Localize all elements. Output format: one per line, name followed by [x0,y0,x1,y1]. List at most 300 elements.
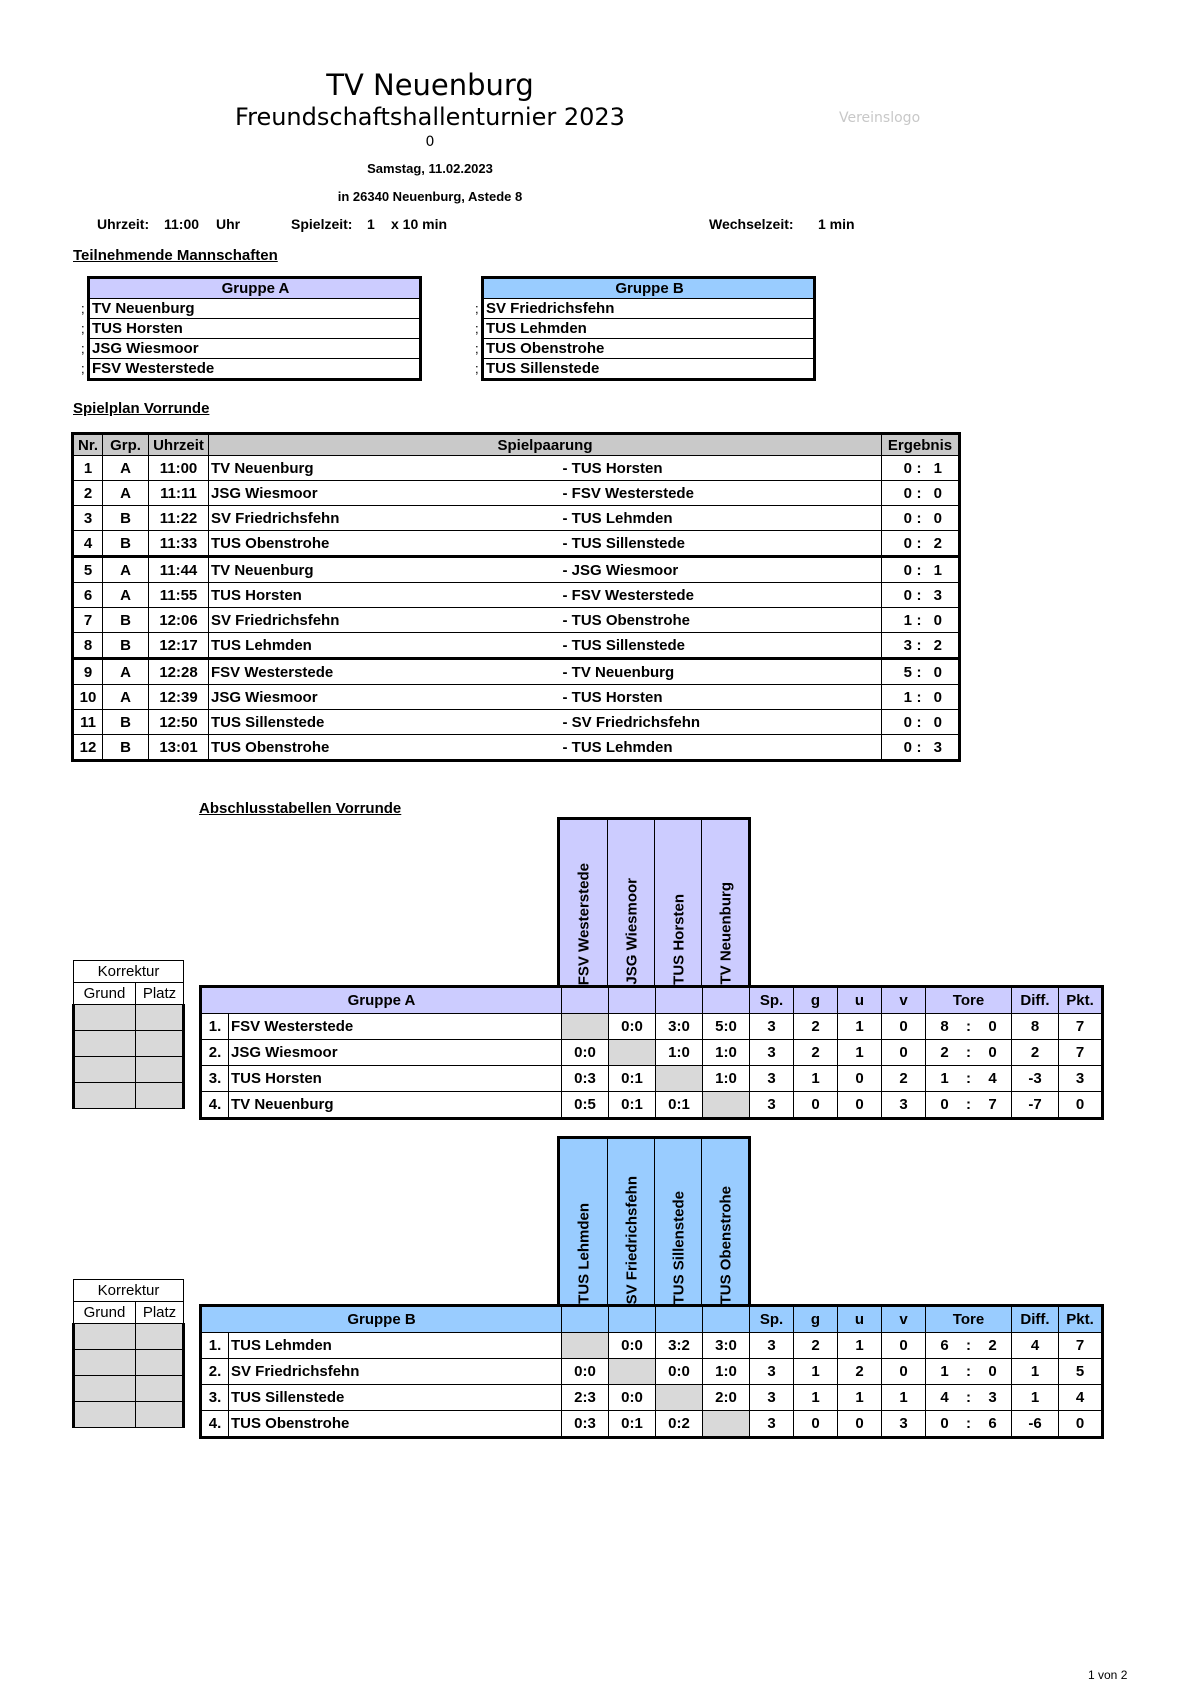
wins: 1 [794,1359,838,1385]
away-team: - TUS Sillenstede [543,633,882,659]
correction-place-input[interactable] [136,1083,184,1109]
match-result: 0 : 0 [882,481,960,506]
stat-header: Diff. [1012,1306,1059,1333]
goals [926,1333,1012,1359]
away-team: - TUS Lehmden [543,735,882,761]
head-to-head-result: 3:2 [656,1333,703,1359]
group-b-header: Gruppe B [483,278,815,299]
opponent-name: TUS Obenstrohe [717,1185,734,1304]
head-to-head-result [656,1066,703,1092]
group-b-standings [199,1304,1104,1439]
group-a-teams-table [87,276,422,381]
goals [926,1385,1012,1411]
match-time: 13:01 [149,735,209,761]
match-group: B [103,710,149,735]
head-to-head-result: 0:0 [609,1014,656,1040]
wins: 2 [794,1040,838,1066]
rank: 2. [201,1359,229,1385]
match-result: 1 : 0 [882,608,960,633]
match-number: 1 [73,456,103,481]
wins: 1 [794,1066,838,1092]
opponent-cell-header [656,987,703,1014]
opponent-header [607,1139,655,1308]
stat-header: Pkt. [1059,1306,1103,1333]
away-goals: 1 [933,561,942,579]
home-team: TUS Lehmden [209,633,543,659]
draws: 0 [838,1092,882,1119]
standings-row [201,1333,1103,1359]
head-to-head-result: 2:0 [703,1385,750,1411]
games-played: 3 [750,1359,794,1385]
away-goals: 0 [933,663,942,681]
match-number: 6 [73,583,103,608]
correction-place-input[interactable] [136,1402,184,1428]
stat-header: Tore [926,987,1012,1014]
home-team: TUS Obenstrohe [209,735,543,761]
home-goals: 0 [903,586,912,604]
standings-row [201,1014,1103,1040]
correction-reason-input[interactable] [74,1402,136,1428]
match-result: 0 : 3 [882,583,960,608]
goal-difference: 1 [1012,1359,1059,1385]
goals-separator: : [966,1415,971,1432]
correction-place-input[interactable] [136,1350,184,1376]
stat-header: Pkt. [1059,987,1103,1014]
stat-header: v [882,1306,926,1333]
team-marker: ; [475,301,479,316]
group-name-header: Gruppe B [201,1306,562,1333]
away-goals: 0 [933,509,942,527]
goals-against: 6 [988,1415,997,1432]
losses: 1 [882,1385,926,1411]
stat-header: Tore [926,1306,1012,1333]
col-pairing: Spielpaarung [209,434,882,456]
schedule-row [73,633,960,659]
correction-reason-label: Grund [74,1302,136,1324]
draws: 1 [838,1040,882,1066]
games-played: 3 [750,1014,794,1040]
away-goals: 3 [933,738,942,756]
match-time: 11:00 [149,456,209,481]
group-b-team: TUS Sillenstede [483,359,815,380]
goal-difference: -3 [1012,1066,1059,1092]
correction-place-input[interactable] [136,1005,184,1031]
match-result: 0 : 0 [882,710,960,735]
correction-reason-input[interactable] [74,1005,136,1031]
correction-label: Korrektur [74,1280,184,1302]
goals-against: 4 [988,1070,997,1087]
match-group: A [103,481,149,506]
match-group: A [103,583,149,608]
opponent-header [560,820,607,989]
goals-against: 0 [988,1018,997,1035]
goals-for: 1 [940,1363,949,1380]
goals [926,1092,1012,1119]
standings-row [201,1359,1103,1385]
stat-header: Diff. [1012,987,1059,1014]
opponent-name: TUS Horsten [670,894,687,985]
schedule-row [73,506,960,531]
group-b-team: TUS Lehmden [483,319,815,339]
home-goals: 0 [903,534,912,552]
stat-header: g [794,1306,838,1333]
match-time: 11:44 [149,557,209,583]
goal-difference: 8 [1012,1014,1059,1040]
team-marker: ; [81,321,85,336]
group-a-team: JSG Wiesmoor [89,339,421,359]
goals-against: 2 [988,1337,997,1354]
match-time: 12:39 [149,685,209,710]
goal-difference: 2 [1012,1040,1059,1066]
losses: 0 [882,1014,926,1040]
home-goals: 0 [903,561,912,579]
page-title: TV Neuenburg [326,68,534,102]
page-number: 1 von 2 [1088,1668,1128,1682]
opponent-header [607,820,655,989]
away-team: - JSG Wiesmoor [543,557,882,583]
away-goals: 2 [933,534,942,552]
col-time: Uhrzeit [149,434,209,456]
goals-separator: : [966,1044,971,1061]
games-played: 3 [750,1385,794,1411]
match-number: 8 [73,633,103,659]
home-goals: 1 [903,688,912,706]
wins: 2 [794,1014,838,1040]
match-number: 5 [73,557,103,583]
head-to-head-result [562,1014,609,1040]
head-to-head-result: 0:1 [609,1092,656,1119]
goals-against: 0 [988,1363,997,1380]
home-goals: 3 [903,636,912,654]
col-result: Ergebnis [882,434,960,456]
points: 7 [1059,1040,1103,1066]
match-group: A [103,557,149,583]
team-marker: ; [475,341,479,356]
rank: 2. [201,1040,229,1066]
correction-reason-input[interactable] [74,1057,136,1083]
correction-reason-input[interactable] [74,1350,136,1376]
goals [926,1066,1012,1092]
home-team: JSG Wiesmoor [209,481,543,506]
home-team: FSV Westerstede [209,659,543,685]
match-result: 0 : 1 [882,557,960,583]
home-team: TV Neuenburg [209,557,543,583]
goal-difference: -6 [1012,1411,1059,1438]
match-number: 4 [73,531,103,557]
home-team: TUS Sillenstede [209,710,543,735]
match-number: 9 [73,659,103,685]
home-goals: 5 [903,663,912,681]
opponent-header [654,820,702,989]
head-to-head-result: 3:0 [656,1014,703,1040]
correction-reason-input[interactable] [74,1083,136,1109]
group-a-standings [199,985,1104,1120]
opponent-header [701,820,749,989]
head-to-head-result: 0:2 [656,1411,703,1438]
team-name: JSG Wiesmoor [229,1040,562,1066]
standings-row [201,1411,1103,1438]
head-to-head-result: 2:3 [562,1385,609,1411]
away-goals: 0 [933,611,942,629]
col-nr: Nr. [73,434,103,456]
start-time-value: 11:00 [164,216,200,232]
game-time-value: x 10 min [391,216,448,232]
correction-label: Korrektur [74,961,184,983]
match-group: A [103,659,149,685]
schedule-row [73,710,960,735]
away-team: - TUS Horsten [543,456,882,481]
team-marker: ; [81,361,85,376]
opponent-cell-header [562,1306,609,1333]
home-team: TV Neuenburg [209,456,543,481]
team-name: SV Friedrichsfehn [229,1359,562,1385]
correction-reason-input[interactable] [74,1324,136,1350]
draws: 0 [838,1066,882,1092]
away-goals: 2 [933,636,942,654]
match-number: 11 [73,710,103,735]
away-team: - TUS Sillenstede [543,531,882,557]
stat-header: u [838,1306,882,1333]
head-to-head-result: 0:5 [562,1092,609,1119]
draws: 1 [838,1014,882,1040]
group-b-team: TUS Obenstrohe [483,339,815,359]
stat-header: g [794,987,838,1014]
head-to-head-result: 0:0 [562,1040,609,1066]
team-name: FSV Westerstede [229,1014,562,1040]
correction-reason-input[interactable] [74,1376,136,1402]
home-goals: 0 [903,484,912,502]
home-goals: 0 [903,738,912,756]
correction-place-input[interactable] [136,1376,184,1402]
schedule-table [71,432,961,762]
opponent-name: JSG Wiesmoor [623,878,640,985]
match-result: 0 : 3 [882,735,960,761]
opponent-name: TUS Sillenstede [670,1190,687,1304]
match-number: 7 [73,608,103,633]
points: 5 [1059,1359,1103,1385]
page-subtitle: Freundschaftshallenturnier 2023 [235,103,625,131]
match-number: 2 [73,481,103,506]
standings-row [201,1040,1103,1066]
goal-difference: 1 [1012,1385,1059,1411]
goals-for: 0 [940,1415,949,1432]
match-result: 5 : 0 [882,659,960,685]
away-goals: 0 [933,484,942,502]
group-name-header: Gruppe A [201,987,562,1014]
goals-for: 0 [940,1096,949,1113]
opponent-cell-header [609,1306,656,1333]
schedule-heading: Spielplan Vorrunde [73,400,210,417]
goals-for: 2 [940,1044,949,1061]
match-number: 3 [73,506,103,531]
team-name: TUS Horsten [229,1066,562,1092]
opponent-name: TUS Lehmden [575,1203,592,1304]
standings-row [201,1066,1103,1092]
stat-header: v [882,987,926,1014]
match-result: 0 : 1 [882,456,960,481]
opponent-cell-header [609,987,656,1014]
away-goals: 3 [933,586,942,604]
head-to-head-result: 3:0 [703,1333,750,1359]
draws: 2 [838,1359,882,1385]
head-to-head-result [703,1411,750,1438]
final-tables-heading: Abschlusstabellen Vorrunde [199,800,402,817]
draws: 0 [838,1411,882,1438]
start-time-label: Uhrzeit: [97,216,150,232]
points: 7 [1059,1014,1103,1040]
schedule-row [73,735,960,761]
games-played: 3 [750,1040,794,1066]
team-name: TUS Obenstrohe [229,1411,562,1438]
team-marker: ; [475,361,479,376]
head-to-head-result [609,1359,656,1385]
goals-for: 4 [940,1389,949,1406]
switch-time-value: 1 min [818,216,855,232]
schedule-row [73,583,960,608]
goals-against: 7 [988,1096,997,1113]
games-played: 3 [750,1411,794,1438]
losses: 3 [882,1411,926,1438]
schedule-row [73,659,960,685]
points: 4 [1059,1385,1103,1411]
losses: 0 [882,1333,926,1359]
group-a-team: TUS Horsten [89,319,421,339]
goals-against: 0 [988,1044,997,1061]
standings-row [201,1385,1103,1411]
rank: 3. [201,1066,229,1092]
home-goals: 0 [903,459,912,477]
points: 7 [1059,1333,1103,1359]
home-goals: 0 [903,713,912,731]
match-group: A [103,685,149,710]
match-result: 0 : 2 [882,531,960,557]
head-to-head-result [562,1333,609,1359]
away-goals: 1 [933,459,942,477]
match-time: 12:28 [149,659,209,685]
draws: 1 [838,1333,882,1359]
head-to-head-result: 5:0 [703,1014,750,1040]
teams-heading: Teilnehmende Mannschaften [73,247,278,264]
goals-separator: : [966,1070,971,1087]
group-a-header: Gruppe A [89,278,421,299]
group-b-team: SV Friedrichsfehn [483,299,815,319]
schedule-row [73,456,960,481]
match-group: B [103,633,149,659]
switch-time-label: Wechselzeit: [709,216,794,232]
stat-header: u [838,987,882,1014]
match-time: 12:50 [149,710,209,735]
head-to-head-result [656,1385,703,1411]
match-number: 12 [73,735,103,761]
goals [926,1359,1012,1385]
match-time: 11:55 [149,583,209,608]
schedule-row [73,685,960,710]
opponent-name: FSV Westerstede [575,862,592,985]
games-played: 3 [750,1092,794,1119]
head-to-head-result [609,1040,656,1066]
rank: 4. [201,1411,229,1438]
losses: 0 [882,1359,926,1385]
losses: 2 [882,1066,926,1092]
away-team: - TUS Obenstrohe [543,608,882,633]
goals [926,1040,1012,1066]
match-group: A [103,456,149,481]
points: 3 [1059,1066,1103,1092]
home-goals: 0 [903,509,912,527]
correction-place-input[interactable] [136,1057,184,1083]
col-grp: Grp. [103,434,149,456]
home-team: TUS Horsten [209,583,543,608]
head-to-head-result: 1:0 [656,1040,703,1066]
group-a-opponent-headers [557,817,751,989]
game-time-label: Spielzeit: [291,216,353,232]
opponent-cell-header [703,987,750,1014]
away-team: - TV Neuenburg [543,659,882,685]
opponent-cell-header [562,987,609,1014]
match-time: 11:22 [149,506,209,531]
opponent-header [560,1139,607,1308]
match-result: 1 : 0 [882,685,960,710]
subtitle-value: 0 [425,134,435,150]
goals-separator: : [966,1363,971,1380]
club-logo-placeholder: Vereinslogo [839,110,921,126]
away-goals: 0 [933,713,942,731]
goals-separator: : [966,1096,971,1113]
group-b-teams-table [481,276,816,381]
team-marker: ; [81,341,85,356]
schedule-row [73,531,960,557]
opponent-header [654,1139,702,1308]
draws: 1 [838,1385,882,1411]
head-to-head-result: 0:0 [609,1333,656,1359]
correction-place-input[interactable] [136,1324,184,1350]
home-team: SV Friedrichsfehn [209,608,543,633]
match-group: B [103,506,149,531]
goals-separator: : [966,1337,971,1354]
rank: 4. [201,1092,229,1119]
group-b-opponent-headers [557,1136,751,1308]
losses: 0 [882,1040,926,1066]
wins: 1 [794,1385,838,1411]
correction-reason-label: Grund [74,983,136,1005]
wins: 0 [794,1411,838,1438]
match-number: 10 [73,685,103,710]
correction-place-input[interactable] [136,1031,184,1057]
rank: 3. [201,1385,229,1411]
opponent-header [701,1139,749,1308]
correction-table [72,1279,185,1428]
goals-against: 3 [988,1389,997,1406]
points: 0 [1059,1092,1103,1119]
team-name: TUS Sillenstede [229,1385,562,1411]
head-to-head-result: 1:0 [703,1040,750,1066]
stat-header: Sp. [750,1306,794,1333]
points: 0 [1059,1411,1103,1438]
away-team: - TUS Lehmden [543,506,882,531]
team-name: TUS Lehmden [229,1333,562,1359]
head-to-head-result: 1:0 [703,1066,750,1092]
match-group: B [103,608,149,633]
head-to-head-result: 0:0 [656,1359,703,1385]
match-group: B [103,531,149,557]
schedule-row [73,608,960,633]
opponent-cell-header [703,1306,750,1333]
opponent-name: SV Friedrichsfehn [623,1175,640,1304]
correction-reason-input[interactable] [74,1031,136,1057]
head-to-head-result: 1:0 [703,1359,750,1385]
away-team: - FSV Westerstede [543,481,882,506]
away-team: - FSV Westerstede [543,583,882,608]
